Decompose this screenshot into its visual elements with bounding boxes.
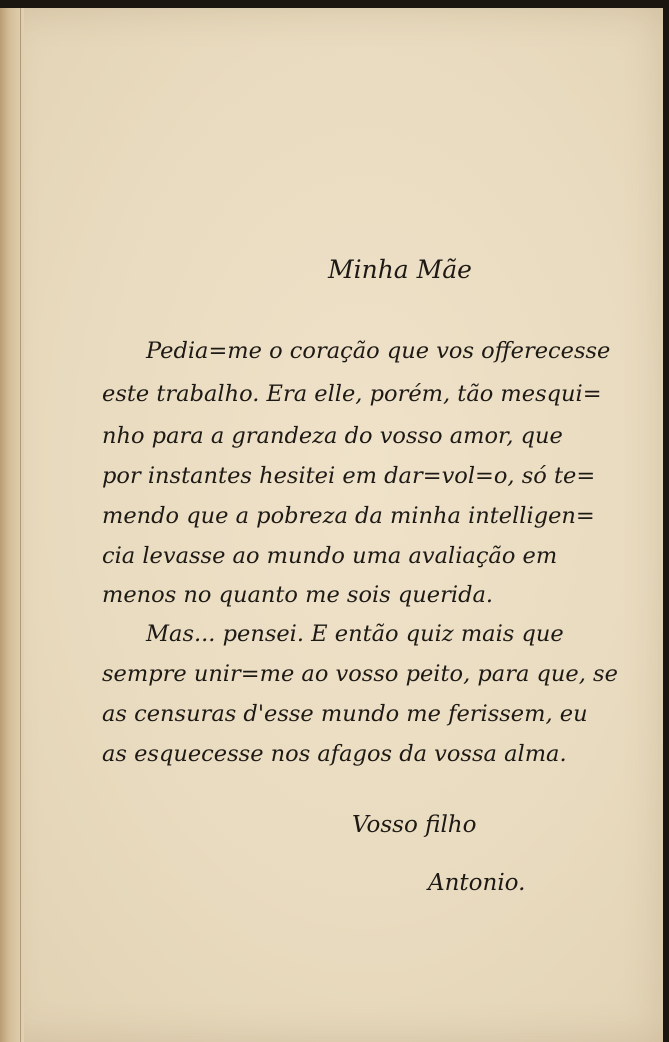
paragraph-line: menos no quanto me sois querida. xyxy=(102,582,494,608)
signature-name: Antonio. xyxy=(428,870,526,896)
paragraph-line: as esquecesse nos afagos da vossa alma. xyxy=(102,741,567,767)
paragraph-line: este trabalho. Era elle, porém, tão mesqui= xyxy=(102,381,602,407)
paragraph-line: Pedia=me o coração que vos offerecesse xyxy=(146,338,611,364)
gutter-fold-line xyxy=(20,8,21,1042)
paragraph-line: cia levasse ao mundo uma avaliação em xyxy=(102,543,558,569)
paragraph-line: Mas... pensei. E então quiz mais que xyxy=(146,621,564,647)
paragraph-line: sempre unir=me ao vosso peito, para que, se xyxy=(102,661,618,687)
paragraph-line: mendo que a pobreza da minha intelligen= xyxy=(102,503,595,529)
dedication-heading: Minha Mãe xyxy=(328,255,472,284)
paragraph-line: as censuras d'esse mundo me ferissem, eu xyxy=(102,701,588,727)
closing-phrase: Vosso filho xyxy=(352,812,477,838)
paragraph-line: nho para a grandeza do vosso amor, que xyxy=(102,423,563,449)
paragraph-line: por instantes hesitei em dar=vol=o, só te= xyxy=(102,463,596,489)
